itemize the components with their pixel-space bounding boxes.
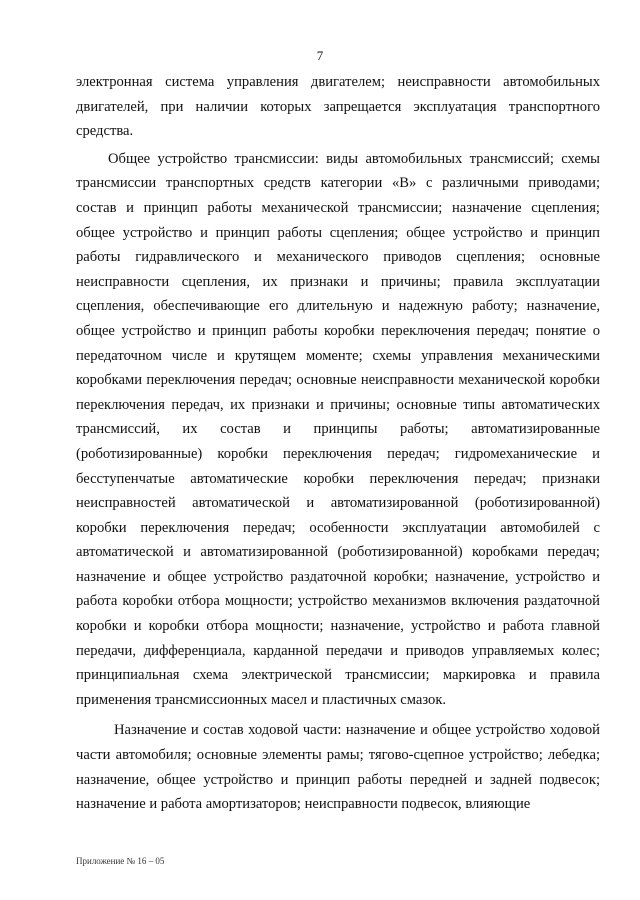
body-text bbox=[76, 70, 600, 817]
paragraph-chassis: Назначение и состав ходовой части: назначение и общее устройство ходовой части автомобиля; основные элементы рамы; тягово-сцепное устройство; лебедка; назначение, общее устройство и принцип работы передней и задней подвесок; назначение и работа амортизаторов; неисправности подвесок, влияющие bbox=[76, 722, 600, 813]
page-number: 7 bbox=[316, 48, 324, 63]
paragraph-transmission: Общее устройство трансмиссии: виды автомобильных трансмиссий; схемы трансмиссии транспортных средств категории «В» с различными приводами; состав и принцип работы механической трансмиссии; назначение сцепления; общее устройство и принцип работы сцепления; общее устройство и принцип работы гидравлического и механического приводов сцепления; основные неисправности сцепления, их признаки и причины; правила эксплуатации сцепления, обеспечивающие его длительную и надежную работу; назначение, общее устройство и принцип работы коробки переключения передач; понятие о передаточном числе и крутящем моменте; схемы управления механическими коробками переключения передач; основные неисправности механической коробки переключения передач, их признаки и причины; основные типы автоматических трансмиссий, их состав и принципы работы; автоматизированные (роботизированные) коробки переключения передач; гидромеханические и бесступенчатые автоматические коробки переключения передач; признаки неисправностей автоматической и автоматизированной (роботизированной) коробки переключения передач; особенности эксплуатации автомобилей с автоматической и автоматизированной (роботизированной) коробками передач; назначение и общее устройство раздаточной коробки; назначение, устройство и работа коробки отбора мощности; устройство механизмов включения раздаточной коробки и коробки отбора мощности; назначение, устройство и работа главной передачи, дифференциала, карданной передачи и приводов управляемых колес; принципиальная схема электрической трансмиссии; маркировка и правила применения трансмиссионных масел и пластичных смазок. bbox=[76, 150, 600, 708]
footer-annex-note: Приложение № 16 – 05 bbox=[76, 856, 165, 866]
paragraph-engine-continuation: электронная система управления двигателем; неисправности автомобильных двигателей, при наличии которых запрещается эксплуатация транспортного средства. bbox=[76, 74, 600, 140]
